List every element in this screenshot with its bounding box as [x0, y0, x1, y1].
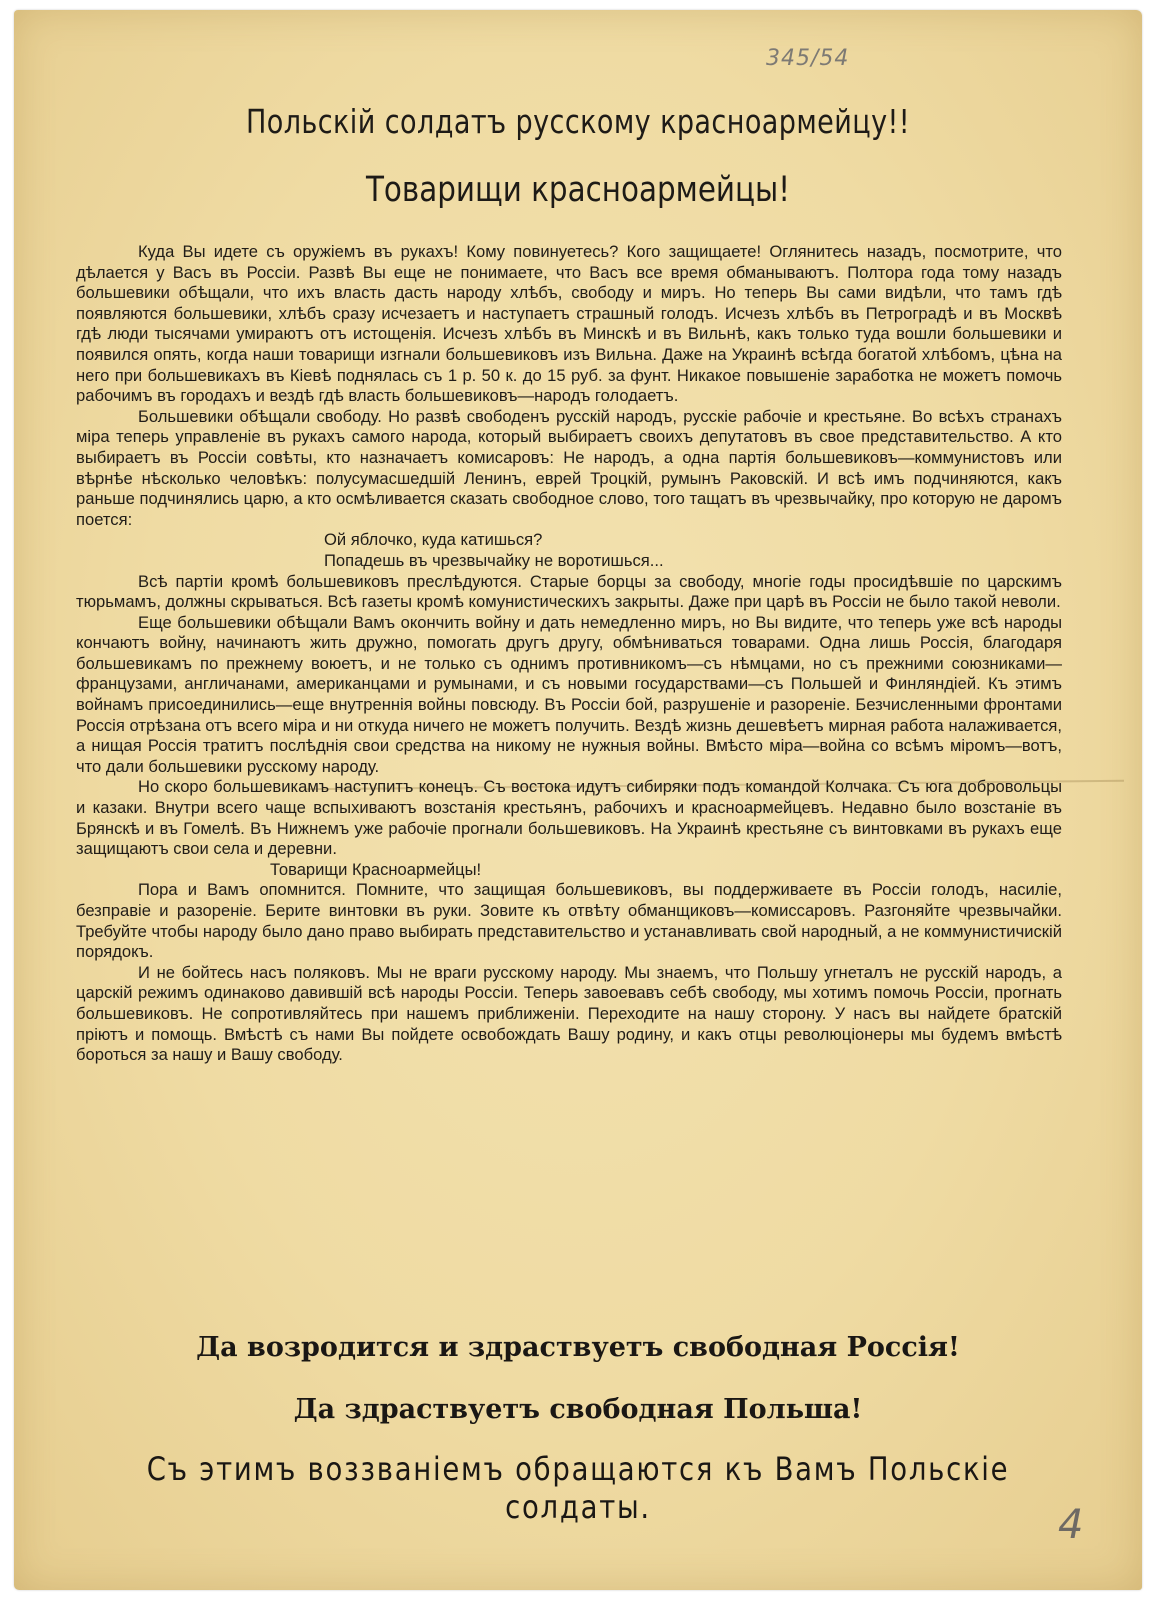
paragraph: Всѣ партіи кромѣ большевиковъ преслѣдуются. Старые борцы за свободу, многіе годы просидѣвшіе по царскимъ тюрьмамъ, должны скрываться. Всѣ газеты кромѣ комунистическихъ закрыты. Даже при царѣ въ Россіи не было такой неволи. [76, 571, 1062, 612]
paragraph: Еще большевики обѣщали Вамъ окончить войну и дать немедленно миръ, но Вы видите, что теперь уже всѣ народы кончаютъ войну, начинаютъ жить дружно, помогать другъ другу, обмѣниваться товарами. Одна лишь Россія, благодаря большевикамъ по прежнему воюетъ, и не только съ однимъ противникомъ—съ нѣмцами, но съ прежними союзниками—французами, англичанами, американцами и румынами, и съ новыми государствами—съ Польшей и Финляндіей. Къ этимъ войнамъ присоединились—еще внутреннія войны повсюду. Въ Россіи бой, разрушеніе и разореніе. Безчисленными фронтами Россія отрѣзана отъ всего міра и ни откуда ничего не можетъ получить. Вездѣ жизнь дешевѣетъ мирная работа налаживается, а нищая Россія тратитъ послѣднія свои средства на никому не нужныя войны. Вмѣсто міра—война со всѣмъ міромъ—вотъ, что дали большевики русскому народу. [76, 612, 1062, 776]
leaflet-page [14, 10, 1142, 1590]
slogan-russia: Да возродится и здраствуетъ свободная Россія! [196, 1332, 960, 1363]
page-number: 4 [1058, 1502, 1084, 1548]
leaflet-subtitle: Товарищи красноармейцы! [365, 170, 791, 210]
address-line: Товарищи Красноармейцы! [270, 859, 482, 879]
poem-line: Попадешь въ чрезвычайку не воротишься... [324, 550, 664, 570]
paragraph: Куда Вы идете съ оружіемъ въ рукахъ! Кому повинуетесь? Кого защищаете! Оглянитесь назадъ, посмотрите, что дѣлается у Васъ въ Россіи. Развѣ Вы еще не понимаете, что Васъ все время обманываютъ. Полтора года тому назадъ большевики обѣщали, что ихъ власть дасть народу хлѣбъ, свободу и миръ. Но теперь Вы сами видѣли, что тамъ гдѣ появляются большевики, хлѣбъ сразу исчезаетъ и наступаетъ страшный голодъ. Исчезъ хлѣбъ въ Петроградѣ и въ Москвѣ гдѣ люди тысячами умираютъ отъ истощенія. Исчезъ хлѣбъ въ Минскѣ и въ Вильнѣ, какъ только туда вошли большевики и появился опять, когда наши товарищи изгнали большевиковъ изъ Вильна. Даже на Украинѣ всѣгда богатой хлѣбомъ, цѣна на него при большевикахъ въ Кіевѣ поднялась съ 1 р. 50 к. до 15 руб. за фунт. Никакое повышеніе заработка не можетъ помочь рабочимъ въ городахъ и вездѣ гдѣ власть большевиковъ—народъ голодаетъ. [76, 242, 1062, 406]
paragraph: Пора и Вамъ опомнится. Помните, что защищая большевиковъ, вы поддерживаете въ Россіи голодъ, насиліе, безправіе и разореніе. Берите винтовки въ руки. Зовите къ отвѣту обманщиковъ—комиссаровъ. Разгоняйте чрезвычайки. Требуйте чтобы народу было дано право выбирать представительство и устанавливать свой народный, а не коммунистичискій порядокъ. [76, 880, 1062, 962]
closing-line: Съ этимъ воззваніемъ обращаются къ Вамъ Польскіе солдаты. [146, 1450, 1010, 1526]
poem-line: Ой яблочко, куда катишься? [324, 530, 543, 550]
leaflet-title: Польскій солдатъ русскому красноармейцу!! [245, 102, 911, 141]
paragraph: И не бойтесь насъ поляковъ. Мы не враги русскому народу. Мы знаемъ, что Польшу угнеталъ не русскій народъ, а царскій режимъ одинаково давившій всѣ народы Россіи. Теперь завоевавъ себѣ свободу, мы хотимъ помочь Россіи, прогнать большевиковъ. Не сопротивляйтесь при нашемъ приближеніи. Переходите на нашу сторону. У насъ вы найдете братскій пріютъ и помощь. Вмѣстѣ съ нами Вы пойдете освобождать Вашу родину, и какъ отцы революціонеры мы будемъ вмѣстѣ бороться за нашу и Вашу свободу. [76, 962, 1062, 1065]
leaflet-body [76, 242, 1062, 1066]
paragraph: Большевики обѣщали свободу. Но развѣ свободенъ русскій народъ, русскіе рабочіе и крестьяне. Во всѣхъ странахъ міра теперь управленіе въ рукахъ самого народа, который выбираетъ своихъ депутатовъ въ свое представительство. А кто выбираетъ въ Россіи совѣты, кто назначаетъ комисаровъ: Не народъ, а одна партія большевиковъ—коммунистовъ или вѣрнѣе нѣсколько человѣкъ: полусумасшедшій Ленинъ, еврей Троцкій, румынъ Раковскій. И всѣ имъ подчиняются, какъ раньше подчинялись царю, а кто осмѣливается сказать свободное слово, того тащатъ въ чрезвычайку, про которую не даромъ поется: [76, 406, 1062, 529]
archive-number: 345/54 [766, 46, 850, 71]
paragraph: Но скоро большевикамъ наступитъ конецъ. Съ востока идутъ сибиряки подъ командой Колчака. Съ юга добровольцы и казаки. Внутри всего чаще вспыхиваютъ возстанія крестьянъ, рабочихъ и красноармейцевъ. Недавно было возстаніе въ Брянскѣ и въ Гомелѣ. Въ Нижнемъ уже рабочіе прогнали большевиковъ. На Украинѣ крестьяне съ винтовками въ рукахъ еще защищаютъ свои села и деревни. [76, 777, 1062, 859]
slogan-poland: Да здраствуетъ свободная Польша! [293, 1394, 863, 1425]
